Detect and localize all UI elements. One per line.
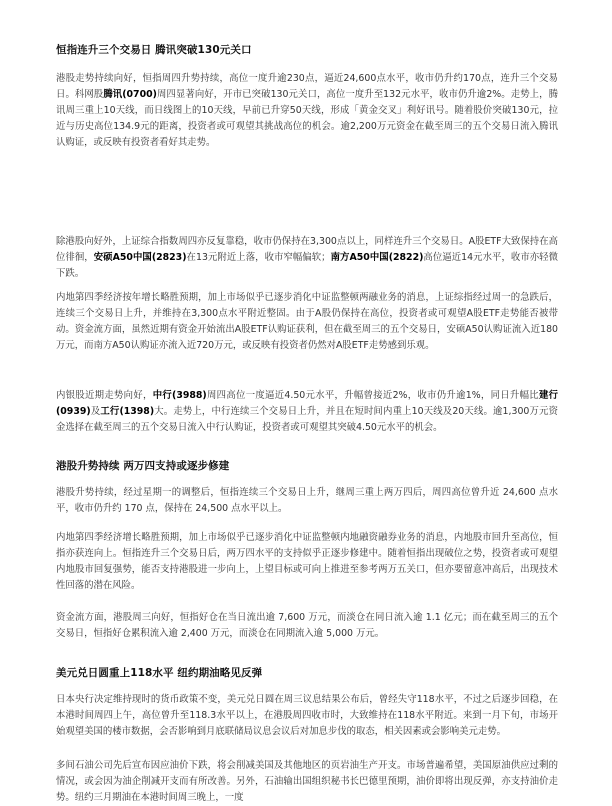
section-heading-hsi: 港股升势持续 两万四支持或逐步修建 [56,460,230,472]
paragraph-a-share-etf: 除港股向好外，上证综合指数周四亦反复靠稳，收市仍保持在3,300点以上，同样连升三个交易日。A股ETF大致保持在高位徘徊，安硕A50中国(2823)在13元附近上落，收市窄幅偏软；南方A50中国(2822)高位逼近14元水平，收市亦轻微下跌。 [56,236,558,279]
paragraph-a-share-analysis: 内地第四季经济按年增长略胜预期，加上市场似乎已逐步消化中证监整顿两融业务的消息，上证综指经过周一的急跌后，连续三个交易日上升，并维持在3,300点水平附近整固。由于A股仍保持在高位，投资者或可观望A股ETF走势能否被带动。资金流方面，虽然近期有资金开始流出A股ETF认购证获利，但在截至周三的五个交易日，安硕A50认购证流入近180万元，而南方A50认购证亦流入近720万元，或反映有投资者仍然对A股ETF走势感到乐观。 [56,292,558,351]
paragraph-usd-jpy: 日本央行决定维持现时的货币政策不变，美元兑日圆在周三议息结果公布后，曾经失守118水平，不过之后逐步回稳，在本港时间周四上午，高位曾升至118.3水平以上，在港股周四收市时，大致维持在118水平附近。来到一月下旬，市场开始观望美国的楼市数据，会否影响到月底联储局议息会议后对加息步伐的取态，相关因素或会影响美元走势。 [56,694,558,737]
paragraph-chinese-banks: 内银股近期走势向好，中行(3988)周四高位一度逼近4.50元水平，升幅曾接近2%，收市仍升逾1%，同日升幅比建行(0939)及工行(1398)大。走势上，中行连续三个交易日上升，并且在短时间内重上10天线及20天线。逾1,300万元资金选择在截至周三的五个交易日流入中行认购证，投资者或可观望其突破4.50元水平的机会。 [56,390,558,433]
paragraph-hsi-fund-flow: 资金流方面，港股周三向好，恒指好仓在当日流出逾 7,600 万元，而淡仓在同日流入逾 1.1 亿元；而在截至周三的五个交易日，恒指好仓累积流入逾 2,400 万元，而淡仓在同期流入逾 5,000 万元。 [56,612,558,639]
paragraph-hsi-trend: 港股升势持续，经过星期一的调整后，恒指连续三个交易日上升，继周三重上两万四后，周四高位曾升近 24,600 点水平，收市仍升约 170 点，保持在 24,500 点水平以上。 [56,487,558,514]
paragraph-hsi-support: 内地第四季经济增长略胜预期，加上市场似乎已逐步消化中证监整顿内地融资融券业务的消息，内地股市回升至高位，恒指亦获连向上。恒指连升三个交易日后，两万四水平的支持似乎正逐步修建中。随着恒指出现破位之势，投资者或可观望内地股市回复强势，能否支持港股进一步向上，上望目标或可向上推进至参考两万五关口，但亦要留意冲高后，出现技术性回落的潜在风险。 [56,532,558,591]
section-heading-tencent: 恒指连升三个交易日 腾讯突破130元关口 [56,44,252,56]
paragraph-tencent: 港股走势持续向好，恒指周四升势持续，高位一度升逾230点，逼近24,600点水平，收市仍升约170点，连升三个交易日。科网股腾讯(0700)周四显著向好，开市已突破130元关口，高位一度升至132元水平，收市仍升逾2%。走势上，腾讯周三重上10天线，而日线图上的10天线，早前已升穿50天线，形成「黄金交叉」利好讯号。随着股价突破130元，拉近与历史高位134.9元的距离，投资者或可观望其挑战高位的机会。逾2,200万元资金在截至周三的五个交易日流入腾讯认购证，或反映有投资者看好其走势。 [56,73,558,148]
section-heading-yen-oil: 美元兑日圆重上118水平 纽约期油略见反弹 [56,667,263,679]
paragraph-oil: 多间石油公司先后宣布因应油价下跌，将会削减美国及其他地区的页岩油生产开支。市场普遍希望，美国原油供应过剩的情况，或会因为油企削减开支而有所改善。另外，石油输出国组织秘书长巴德里预期，油价即将出现反弹，亦支持油价走势。纽约三月期油在本港时间周三晚上，一度 [56,760,558,803]
